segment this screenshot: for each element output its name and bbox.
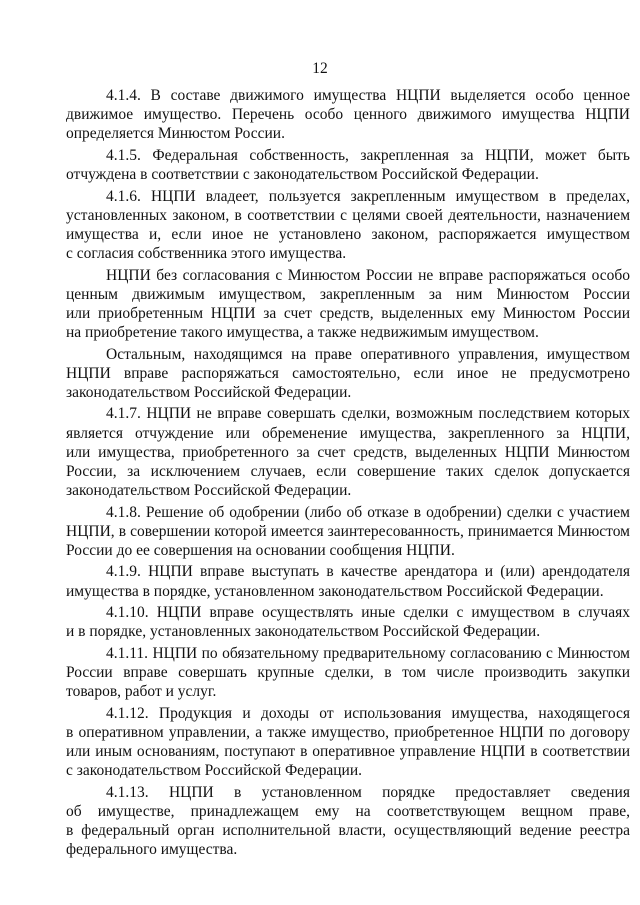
text-line: отчуждена в соответствии с законодательством Российской Федерации. [66, 165, 539, 183]
text-line: с законодательством Российской Федерации. [66, 762, 363, 780]
text-line: Остальным, находящимся на праве оперативного управления, имуществом [106, 345, 630, 363]
text-line: России вправе совершать крупные сделки, в том числе производить закупки [66, 664, 630, 682]
text-line: об имуществе, принадлежащем ему на соответствующем вещном праве, [66, 802, 630, 820]
paragraph [66, 704, 630, 780]
text-line: 4.1.7. НЦПИ не вправе совершать сделки, возможным последствием которых [106, 405, 630, 423]
text-line: с согласия собственника этого имущества. [66, 244, 347, 262]
text-line: 4.1.4. В составе движимого имущества НЦПИ выделяется особо ценное [106, 87, 630, 104]
text-line: движимое имущество. Перечень особо ценного движимого имущества НЦПИ [66, 106, 630, 124]
paragraph [66, 345, 630, 402]
text-line: 4.1.8. Решение об одобрении (либо об отказе в одобрении) сделки с участием [106, 503, 630, 521]
page-number: 12 [312, 60, 328, 77]
text-line: ценным движимым имуществом, закрепленным за ним Минюстом России [66, 285, 630, 303]
document-body [66, 86, 630, 862]
text-line: законодательством Российской Федерации. [66, 383, 352, 401]
text-line: 4.1.6. НЦПИ владеет, пользуется закрепленным имуществом в пределах, [106, 187, 630, 205]
text-line: или приобретенным НЦПИ за счет средств, выделенных ему Минюстом России [66, 304, 630, 322]
text-line: 4.1.9. НЦПИ вправе выступать в качестве арендатора и (или) арендодателя [106, 563, 630, 581]
text-line: или имущества, приобретенного за счет средств, выделенных НЦПИ Минюстом [66, 443, 630, 461]
text-line: товаров, работ и услуг. [66, 683, 217, 701]
text-line: законодательством Российской Федерации. [66, 481, 352, 499]
paragraph [66, 86, 630, 143]
paragraph [66, 266, 630, 342]
text-line: НЦПИ вправе распоряжаться самостоятельно, если иное не предусмотрено [66, 364, 630, 382]
text-line: или иным основаниям, поступают в оперативное управление НЦПИ в соответствии [66, 743, 630, 761]
paragraph [66, 603, 630, 641]
text-line: 4.1.10. НЦПИ вправе осуществлять иные сделки с имуществом в случаях [106, 604, 630, 622]
text-line: на приобретение такого имущества, а также недвижимым имуществом. [66, 323, 539, 341]
paragraph [66, 146, 630, 184]
paragraph [66, 187, 630, 263]
paragraph [66, 562, 630, 600]
text-line: 4.1.13. НЦПИ в установленном порядке предоставляет сведения [106, 783, 630, 801]
paragraph [66, 404, 630, 499]
paragraph [66, 503, 630, 560]
text-line: в оперативном управлении, а также имущество, приобретенное НЦПИ по договору [66, 723, 630, 741]
text-line: 4.1.5. Федеральная собственность, закрепленная за НЦПИ, может быть [106, 146, 630, 164]
text-line: России до ее совершения на основании сообщения НЦПИ. [66, 541, 455, 559]
text-line: в федеральный орган исполнительной власти, осуществляющий ведение реестра [66, 822, 630, 839]
text-line: НЦПИ без согласования с Минюстом России не вправе распоряжаться особо [106, 266, 630, 284]
text-line: определяется Минюстом России. [66, 125, 285, 143]
text-line: является отчуждение или обременение имущества, закрепленного за НЦПИ, [66, 424, 630, 442]
text-line: 4.1.11. НЦПИ по обязательному предварительному согласованию с Минюстом [106, 644, 630, 662]
text-line: имущества и, если иное не установлено законом, распоряжается имуществом [66, 225, 630, 243]
text-line: федерального имущества. [66, 841, 238, 859]
text-line: России, за исключением случаев, если совершение таких сделок допускается [66, 462, 630, 480]
text-line: имущества в порядке, установленном законодательством Российской Федерации. [66, 582, 604, 600]
paragraph [66, 783, 630, 859]
text-line: установленных законом, в соответствии с целями своей деятельности, назначением [66, 206, 630, 224]
text-line: 4.1.12. Продукция и доходы от использования имущества, находящегося [106, 704, 630, 722]
text-line: и в порядке, установленных законодательством Российской Федерации. [66, 623, 541, 641]
paragraph [66, 644, 630, 701]
text-line: НЦПИ, в совершении которой имеется заинтересованность, принимается Минюстом [66, 522, 630, 540]
